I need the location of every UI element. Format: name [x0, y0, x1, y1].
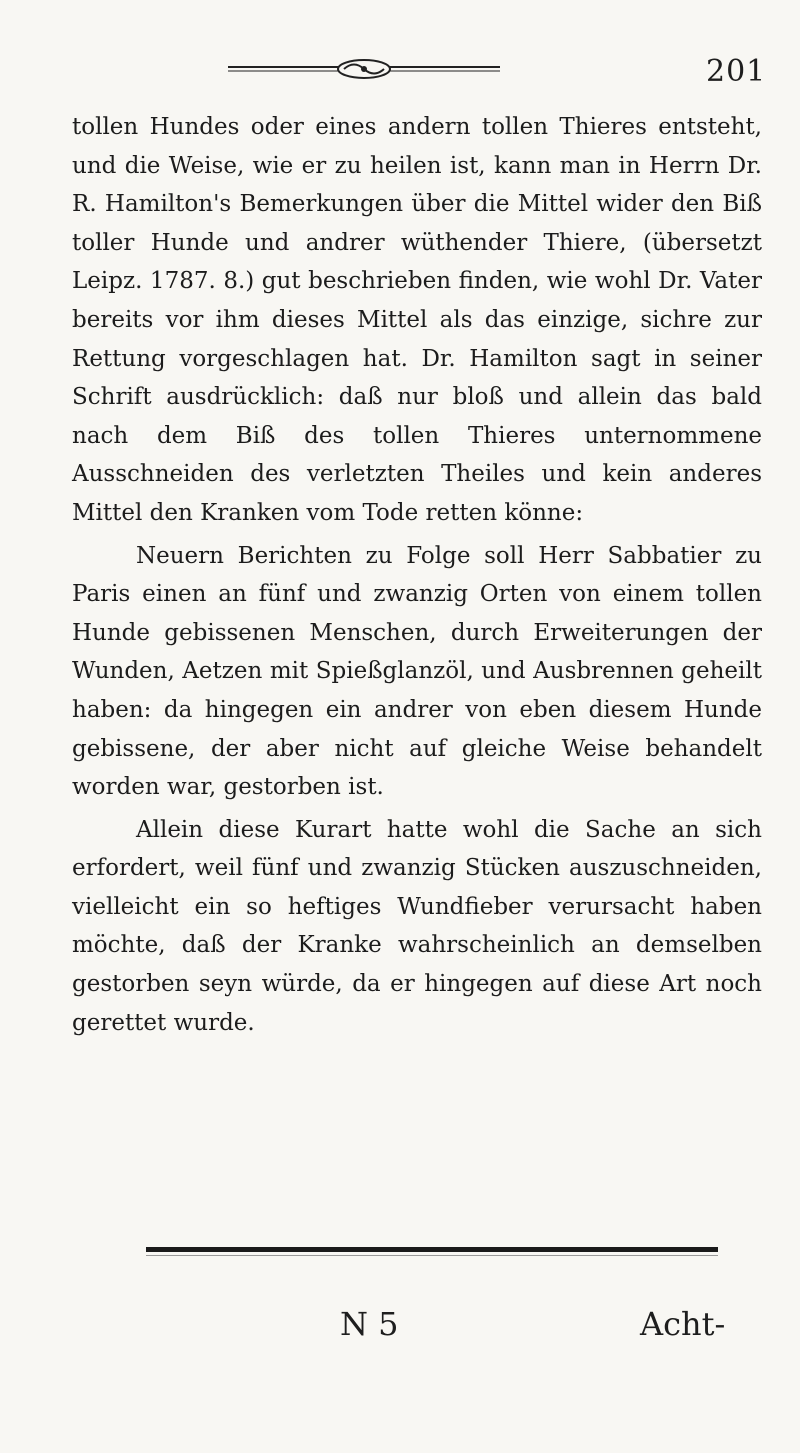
end-rule — [146, 1247, 718, 1252]
ornament-rule-icon — [228, 58, 500, 80]
page-header — [0, 54, 800, 98]
body-text — [72, 108, 762, 1042]
paragraph: Neuern Berichten zu Folge soll Herr Sabbatier zu Paris einen an fünf und zwanzig Orten von einem tollen Hunde gebissenen Menschen, durch Erweiterungen der Wunden, Aetzen mit Spießglanzöl, und Ausbrennen geheilt haben: da hingegen ein andrer von eben diesem Hunde gebissene, der aber nicht auf gleiche Weise behandelt worden war, gestorben ist. — [72, 542, 762, 801]
paragraph: Allein diese Kurart hatte wohl die Sache an sich erfordert, weil fünf und zwanzig Stücken auszuschneiden, vielleicht ein so heftiges Wundfieber verursacht haben möchte, daß der Kranke wahrscheinlich an demselben gestorben seyn würde, da er hingegen auf diese Art noch gerettet wurde. — [72, 816, 762, 1036]
page-number: 201 — [706, 54, 767, 89]
paragraph: tollen Hundes oder eines andern tollen Thieres entsteht, und die Weise, wie er zu heilen ist, kann man in Herrn Dr. R. Hamilton's Bemerkungen über die Mittel wider den Biß toller Hunde und andrer wüthender Thiere, (übersetzt Leipz. 1787. 8.) gut beschrieben finden, wie wohl Dr. Vater bereits vor ihm dieses Mittel als das einzige, sichre zur Rettung vorgeschlagen hat. Dr. Hamilton sagt in seiner Schrift ausdrücklich: daß nur bloß und allein das bald nach dem Biß des tollen Thieres unternommene Ausschneiden des verletzten Theiles und kein anderes Mittel den Kranken vom Tode retten könne: — [72, 114, 762, 526]
catchword: Acht- — [640, 1305, 726, 1343]
signature-mark: N 5 — [340, 1305, 399, 1343]
page-footer — [0, 1305, 800, 1355]
end-rule-thin — [146, 1255, 718, 1256]
